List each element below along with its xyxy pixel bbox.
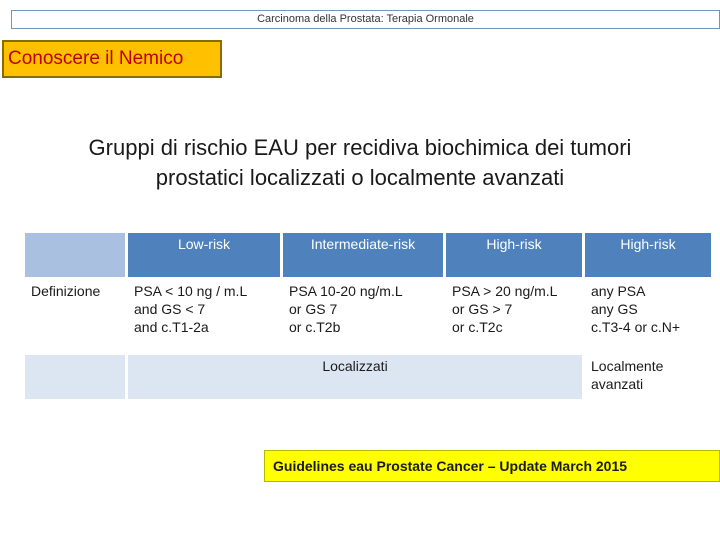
localized-cell: Localizzati [128, 355, 582, 399]
risk-groups-table [22, 230, 714, 402]
locally-advanced-line: Localmente [591, 358, 664, 374]
definition-line: any GS [591, 301, 638, 317]
definition-line: and c.T1-2a [134, 319, 209, 335]
definition-line: and GS < 7 [134, 301, 206, 317]
definition-line: PSA < 10 ng / m.L [134, 283, 248, 299]
section-badge: Conoscere il Nemico [2, 40, 222, 78]
definition-line: c.T3-4 or c.N+ [591, 319, 681, 335]
definition-intermediate-risk [283, 280, 443, 352]
definition-line: or GS 7 [289, 301, 338, 317]
source-citation: Guidelines eau Prostate Cancer – Update March 2015 [264, 450, 720, 482]
locally-advanced-line: avanzati [591, 376, 644, 392]
locally-advanced-cell [585, 355, 711, 399]
definition-line: PSA > 20 ng/m.L [452, 283, 558, 299]
definition-line: or c.T2b [289, 319, 341, 335]
definition-line: or c.T2c [452, 319, 503, 335]
definition-label: Definizione [25, 280, 125, 352]
definition-high-risk-advanced [585, 280, 711, 352]
definition-line: or GS > 7 [452, 301, 513, 317]
header-high-risk-advanced: High-risk [585, 233, 711, 277]
header-intermediate-risk: Intermediate-risk [283, 233, 443, 277]
definition-low-risk [128, 280, 280, 352]
table-row-definition [25, 280, 711, 352]
definition-line: PSA 10-20 ng/m.L [289, 283, 403, 299]
header-corner-cell [25, 233, 125, 277]
title-line-1: Gruppi di rischio EAU per recidiva biochimica dei tumori [88, 135, 632, 160]
table-row-stage [25, 355, 711, 399]
title-line-2: prostatici localizzati o localmente avanzati [155, 165, 565, 190]
stage-empty-cell [25, 355, 125, 399]
header-low-risk: Low-risk [128, 233, 280, 277]
slide-header: Carcinoma della Prostata: Terapia Ormonale [11, 10, 720, 29]
header-high-risk: High-risk [446, 233, 582, 277]
definition-high-risk [446, 280, 582, 352]
table-header-row [25, 233, 711, 277]
definition-line: any PSA [591, 283, 646, 299]
slide-title [20, 133, 700, 193]
